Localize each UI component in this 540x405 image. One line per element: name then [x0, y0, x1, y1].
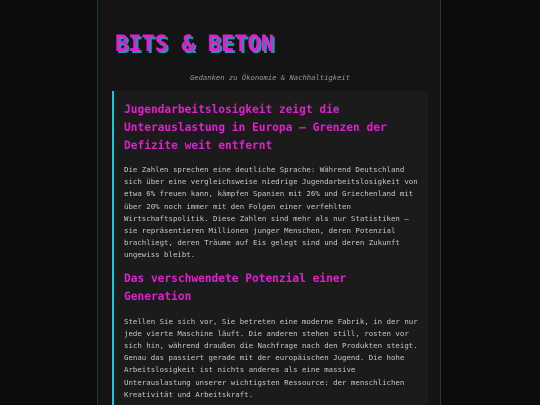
section-paragraph: Stellen Sie sich vor, Sie betreten eine moderne Fabrik, in der nur jede vierte Maschine läuft. Die anderen stehen still, rosten vor sich hin, während draußen die Nachfrage nach den Produkten steigt. Genau das passiert gerade mit der europäischen Jugend. Die hohe Arbeitslosigkeit ist nichts anderes als eine massive Unterauslastung unserer wichtigsten Ressource: der menschlichen Kreativität und Arbeitskraft. [124, 316, 418, 399]
section-heading: Das verschwendete Potenzial einer Generation [124, 271, 347, 303]
site-tagline: Gedanken zu Ökonomie & Nachhaltigkeit [189, 73, 351, 82]
blog-page [97, 0, 441, 405]
article-intro-paragraph: Die Zahlen sprechen eine deutliche Sprache: Während Deutschland sich über eine vergleichsweise niedrige Jugendarbeitslosigkeit von etwa 6% freuen kann, kämpfen Spanien mit 26% und Griechenland mit über 20% noch immer mit den Folgen einer verfehlten Wirtschaftspolitik. Diese Zahlen sind mehr als nur Statistiken – sie repräsentieren Millionen junger Menschen, deren Potenzial brachliegt, deren Träume auf Eis gelegt sind und deren Zukunft ungewiss bleibt. [124, 165, 418, 260]
site-title[interactable]: BITS & BETON [115, 32, 274, 57]
article-card [112, 91, 428, 405]
article-title[interactable]: Jugendarbeitslosigkeit zeigt die Unterauslastung in Europa – Grenzen der Defizite weit entfernt [124, 103, 387, 152]
